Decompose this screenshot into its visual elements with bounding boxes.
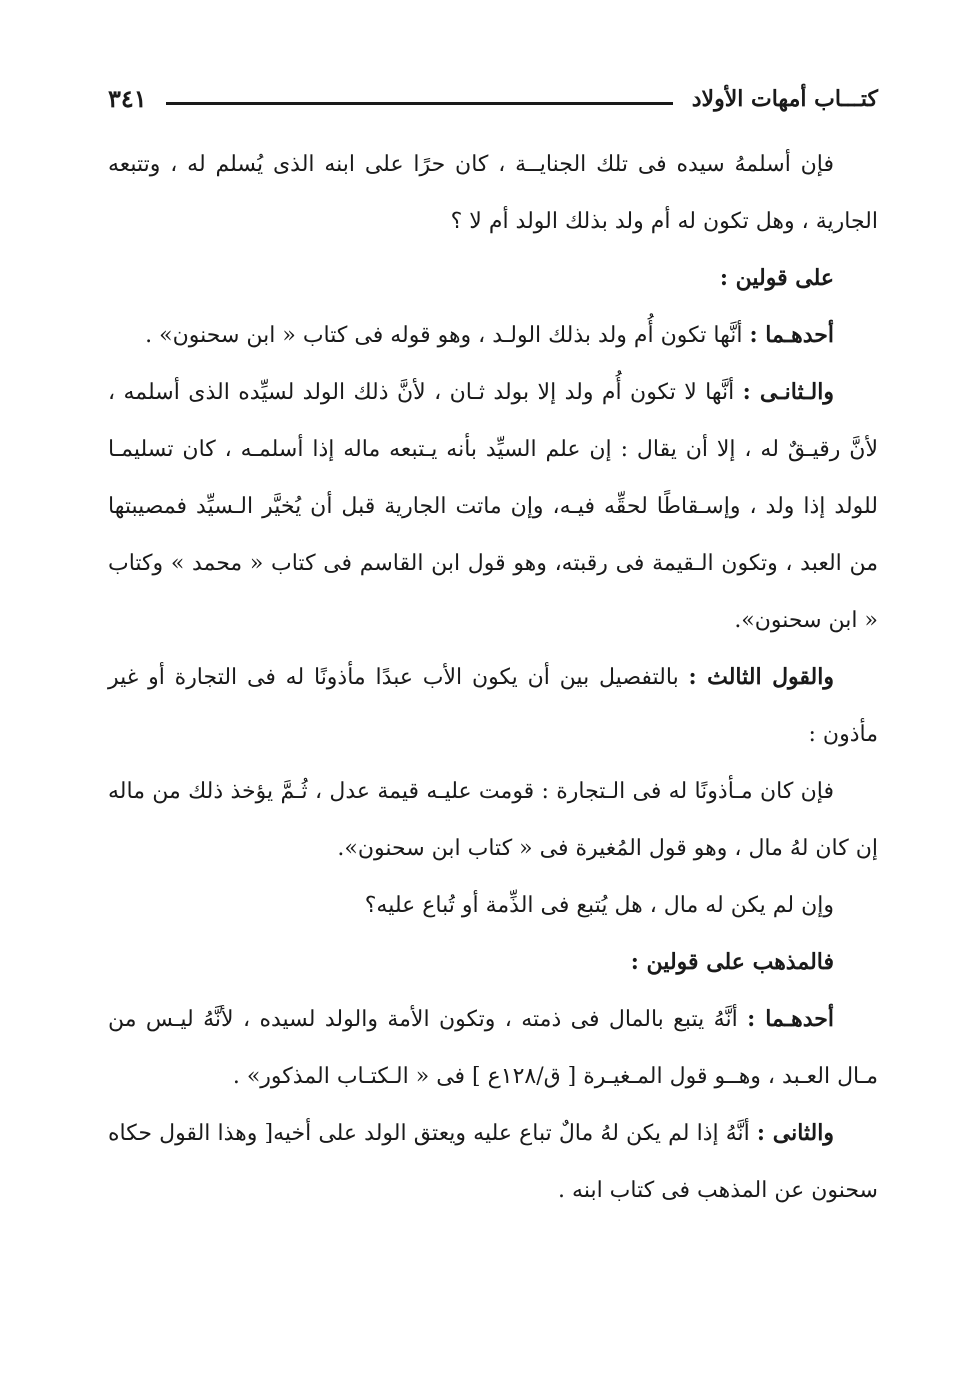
paragraph-text: فإن كان مـأذونًا له فى الـتجارة : قومت عليـه قيمة عدل ، ثُـمَّ يؤخذ ذلك من ماله إن كان لهُ مال ، وهو قول المُغيرة فى « كتاب ابن سحنون».	[108, 779, 878, 861]
paragraph-10	[108, 1105, 878, 1219]
paragraph-text: فإن أسلمهُ سيده فى تلك الجنايــة ، كان حرًا على ابنه الذى يُسلم له ، وتتبعه الجارية ، وهل تكون له أم ولد بذلك الولد أم لا ؟	[108, 152, 878, 234]
paragraph-lead: والـثانـى :	[742, 379, 834, 405]
paragraph-3	[108, 307, 878, 364]
paragraph-8-heading	[108, 934, 878, 991]
running-title: كتـــاب أمهات الأولاد	[691, 86, 878, 112]
paragraph-text: أنَّها تكون أُم ولد بذلك الولـد ، وهو قوله فى كتاب « ابن سحنون» .	[145, 323, 750, 348]
paragraph-text: أنَّهُ يتبع بالمال فى ذمته ، وتكون الأمة والولد لسيده ، لأنَّهُ ليـس من مـال العـبد ، وهــو قول المـغيـرة [ ق/١٢٨ع ] فى « الـكتـاب المذكور» .	[108, 1007, 878, 1089]
paragraph-5	[108, 649, 878, 763]
paragraph-text: على قولين :	[719, 265, 834, 291]
body-text	[108, 136, 878, 1219]
paragraph-7	[108, 877, 878, 934]
paragraph-lead: أحدهـما :	[747, 1006, 834, 1032]
paragraph-4	[108, 364, 878, 649]
paragraph-9	[108, 991, 878, 1105]
paragraph-text: وإن لم يكن له مال ، هل يُتبع فى الذِّمة أو تُباع عليه؟	[364, 893, 834, 918]
paragraph-2-heading	[108, 250, 878, 307]
paragraph-1	[108, 136, 878, 250]
paragraph-6	[108, 763, 878, 877]
paragraph-text: بالتفصيل بين أن يكون الأب عبدًا مأذونًا له فى التجارة أو غير مأذون :	[108, 665, 878, 747]
paragraph-text: فالمذهب على قولين :	[630, 949, 834, 975]
paragraph-lead: والثانى :	[756, 1120, 834, 1146]
paragraph-text: أنَّهُ إذا لم يكن لهُ مالٌ تباع عليه ويعتق الولد على أخيه[ وهذا القول حكاه سحنون عن المذهب فى كتاب ابنه .	[108, 1121, 878, 1203]
page-number: ٣٤١	[108, 84, 147, 113]
header-rule	[166, 102, 673, 105]
paragraph-text: أنَّها لا تكون أُم ولد إلا بولد ثـان ، لأنَّ ذلك الولد لسيِّده الذى أسلمه ، لأنَّ رقيـقٌ له ، إلا أن يقال : إن علم السيِّد بأنه يـتبعه ماله إذا أسلمـه ، كان تسليمـا للولد إذا ولد ، وإسـقاطًا لحقِّه فيـه، وإن ماتت الجارية قبل أن يُخيَّر الـسيِّد فمصيبتها من العبد ، وتكون الـقيمة فى رقبته، وهو قول ابن القاسم فى كتاب « محمد » وكتاب « ابن سحنون».	[108, 380, 878, 633]
page-header	[108, 82, 878, 122]
paragraph-lead: أحدهـما :	[749, 322, 834, 348]
paragraph-lead: والقول الثالث :	[688, 664, 834, 690]
